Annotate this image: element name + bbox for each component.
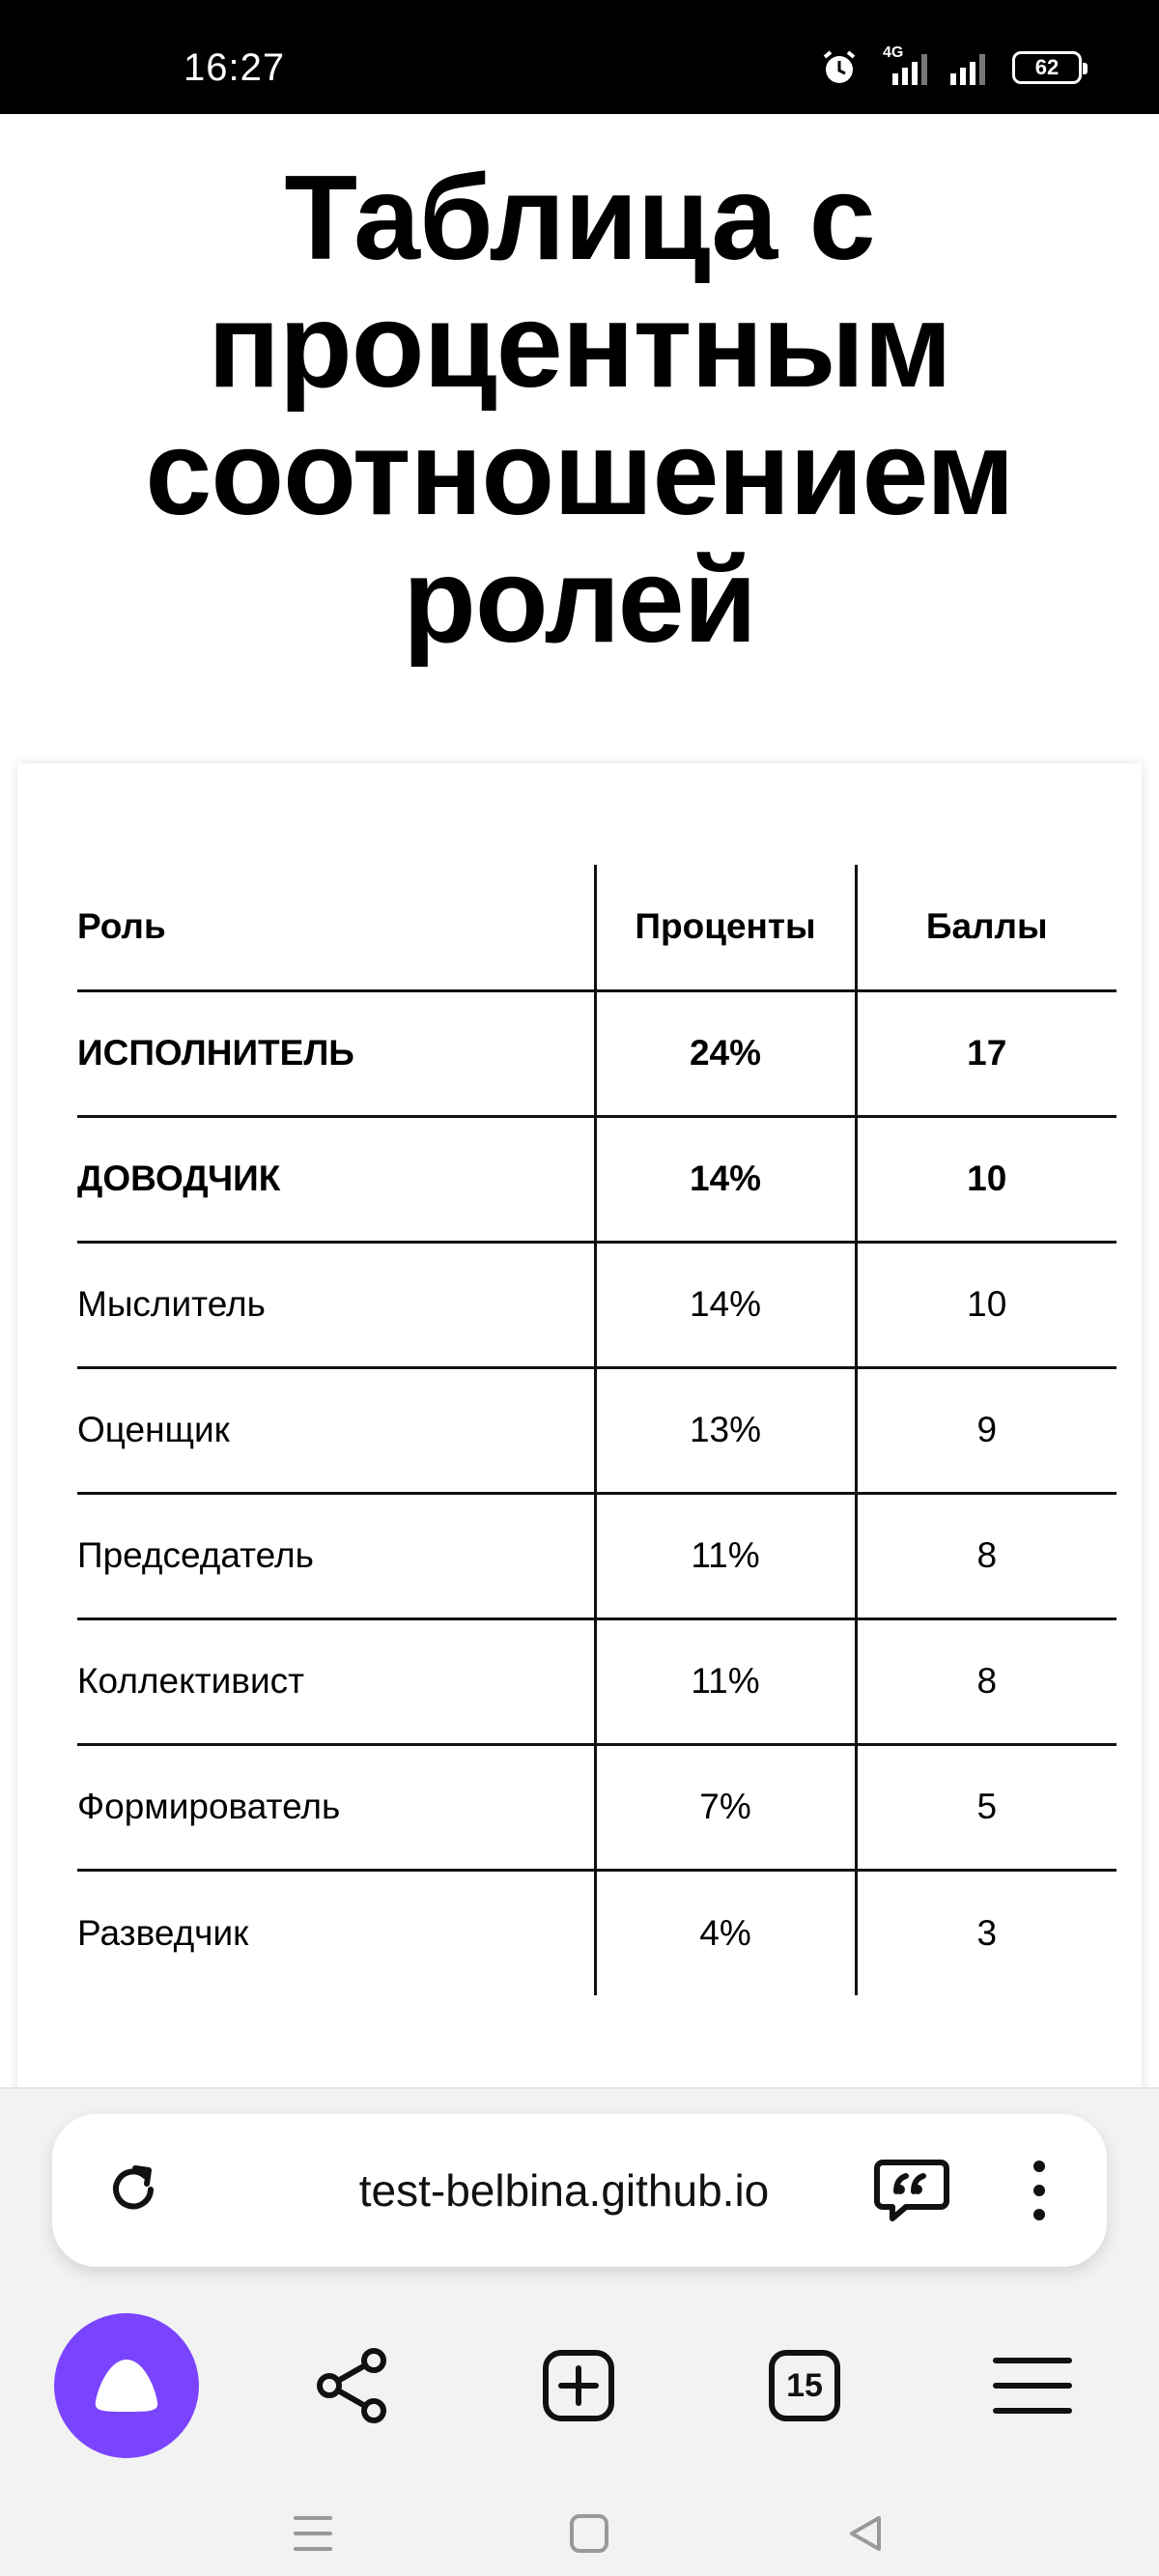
percent-cell: 13% <box>595 1367 856 1493</box>
percent-cell: 11% <box>595 1618 856 1744</box>
back-button[interactable] <box>836 2504 894 2562</box>
plus-square-icon[interactable] <box>540 2347 617 2424</box>
score-cell: 8 <box>856 1493 1117 1618</box>
role-cell: Оценщик <box>77 1367 595 1493</box>
status-time: 16:27 <box>184 46 286 89</box>
hamburger-menu-icon[interactable] <box>992 2355 1073 2417</box>
role-cell: Мыслитель <box>77 1242 595 1367</box>
percent-cell: 14% <box>595 1242 856 1367</box>
status-icons <box>821 44 1082 87</box>
recent-apps-button[interactable] <box>284 2504 342 2562</box>
header-percent: Проценты <box>595 865 856 990</box>
browser-bottom-bar <box>0 2087 1159 2576</box>
quote-icon[interactable] <box>873 2153 950 2226</box>
role-cell: ДОВОДЧИК <box>77 1116 595 1242</box>
url-text[interactable]: test-belbina.github.io <box>358 2165 770 2216</box>
signal-icon <box>947 48 995 87</box>
percent-cell: 11% <box>595 1493 856 1618</box>
score-cell: 5 <box>856 1744 1117 1870</box>
alarm-icon <box>821 49 858 86</box>
alice-button[interactable] <box>54 2313 199 2458</box>
table-row <box>77 990 1117 1116</box>
battery-indicator: 62 <box>1012 51 1082 84</box>
table-row <box>77 1367 1117 1493</box>
score-cell: 17 <box>856 990 1117 1116</box>
menu-button[interactable] <box>960 2313 1105 2458</box>
signal-4g-icon <box>875 44 929 87</box>
table-row <box>77 1618 1117 1744</box>
table-row <box>77 1116 1117 1242</box>
browser-nav-row <box>0 2313 1159 2458</box>
score-cell: 3 <box>856 1870 1117 1995</box>
back-icon[interactable] <box>844 2512 887 2555</box>
score-cell: 8 <box>856 1618 1117 1744</box>
percent-cell: 14% <box>595 1116 856 1242</box>
address-bar[interactable] <box>52 2114 1107 2267</box>
tabs-button[interactable] <box>732 2313 877 2458</box>
table-row <box>77 1870 1117 1995</box>
percent-cell: 24% <box>595 990 856 1116</box>
share-button[interactable] <box>280 2313 425 2458</box>
score-cell: 10 <box>856 1242 1117 1367</box>
status-bar <box>0 0 1159 114</box>
header-score: Баллы <box>856 865 1117 990</box>
table-row <box>77 1744 1117 1870</box>
reload-icon[interactable] <box>102 2159 164 2220</box>
role-cell: ИСПОЛНИТЕЛЬ <box>77 990 595 1116</box>
new-tab-button[interactable] <box>506 2313 651 2458</box>
role-cell: Разведчик <box>77 1912 249 1953</box>
header-role: Роль <box>77 865 595 990</box>
table-row <box>77 1242 1117 1367</box>
more-vertical-icon[interactable] <box>1028 2159 1051 2222</box>
home-button[interactable] <box>560 2504 618 2562</box>
table-row <box>77 1493 1117 1618</box>
role-cell: Формирователь <box>77 1744 595 1870</box>
system-nav-bar <box>0 2504 1159 2576</box>
alice-assistant-icon[interactable] <box>54 2313 199 2458</box>
network-type: 4G <box>883 44 904 61</box>
percent-cell: 7% <box>595 1744 856 1870</box>
score-cell: 10 <box>856 1116 1117 1242</box>
table-header-row <box>77 865 1117 990</box>
roles-table-card <box>17 763 1142 2097</box>
score-cell: 9 <box>856 1367 1117 1493</box>
role-cell: Председатель <box>77 1493 595 1618</box>
home-icon[interactable] <box>568 2512 610 2555</box>
recent-apps-icon[interactable] <box>292 2514 334 2553</box>
role-cell: Коллективист <box>77 1618 595 1744</box>
roles-table <box>77 865 1117 1995</box>
page-title: Таблица с процентным соотношением ролей <box>145 152 1014 668</box>
tabs-counter-icon[interactable]: 15 <box>769 2350 840 2421</box>
percent-cell: 4% <box>595 1870 856 1995</box>
share-icon[interactable] <box>314 2347 391 2424</box>
